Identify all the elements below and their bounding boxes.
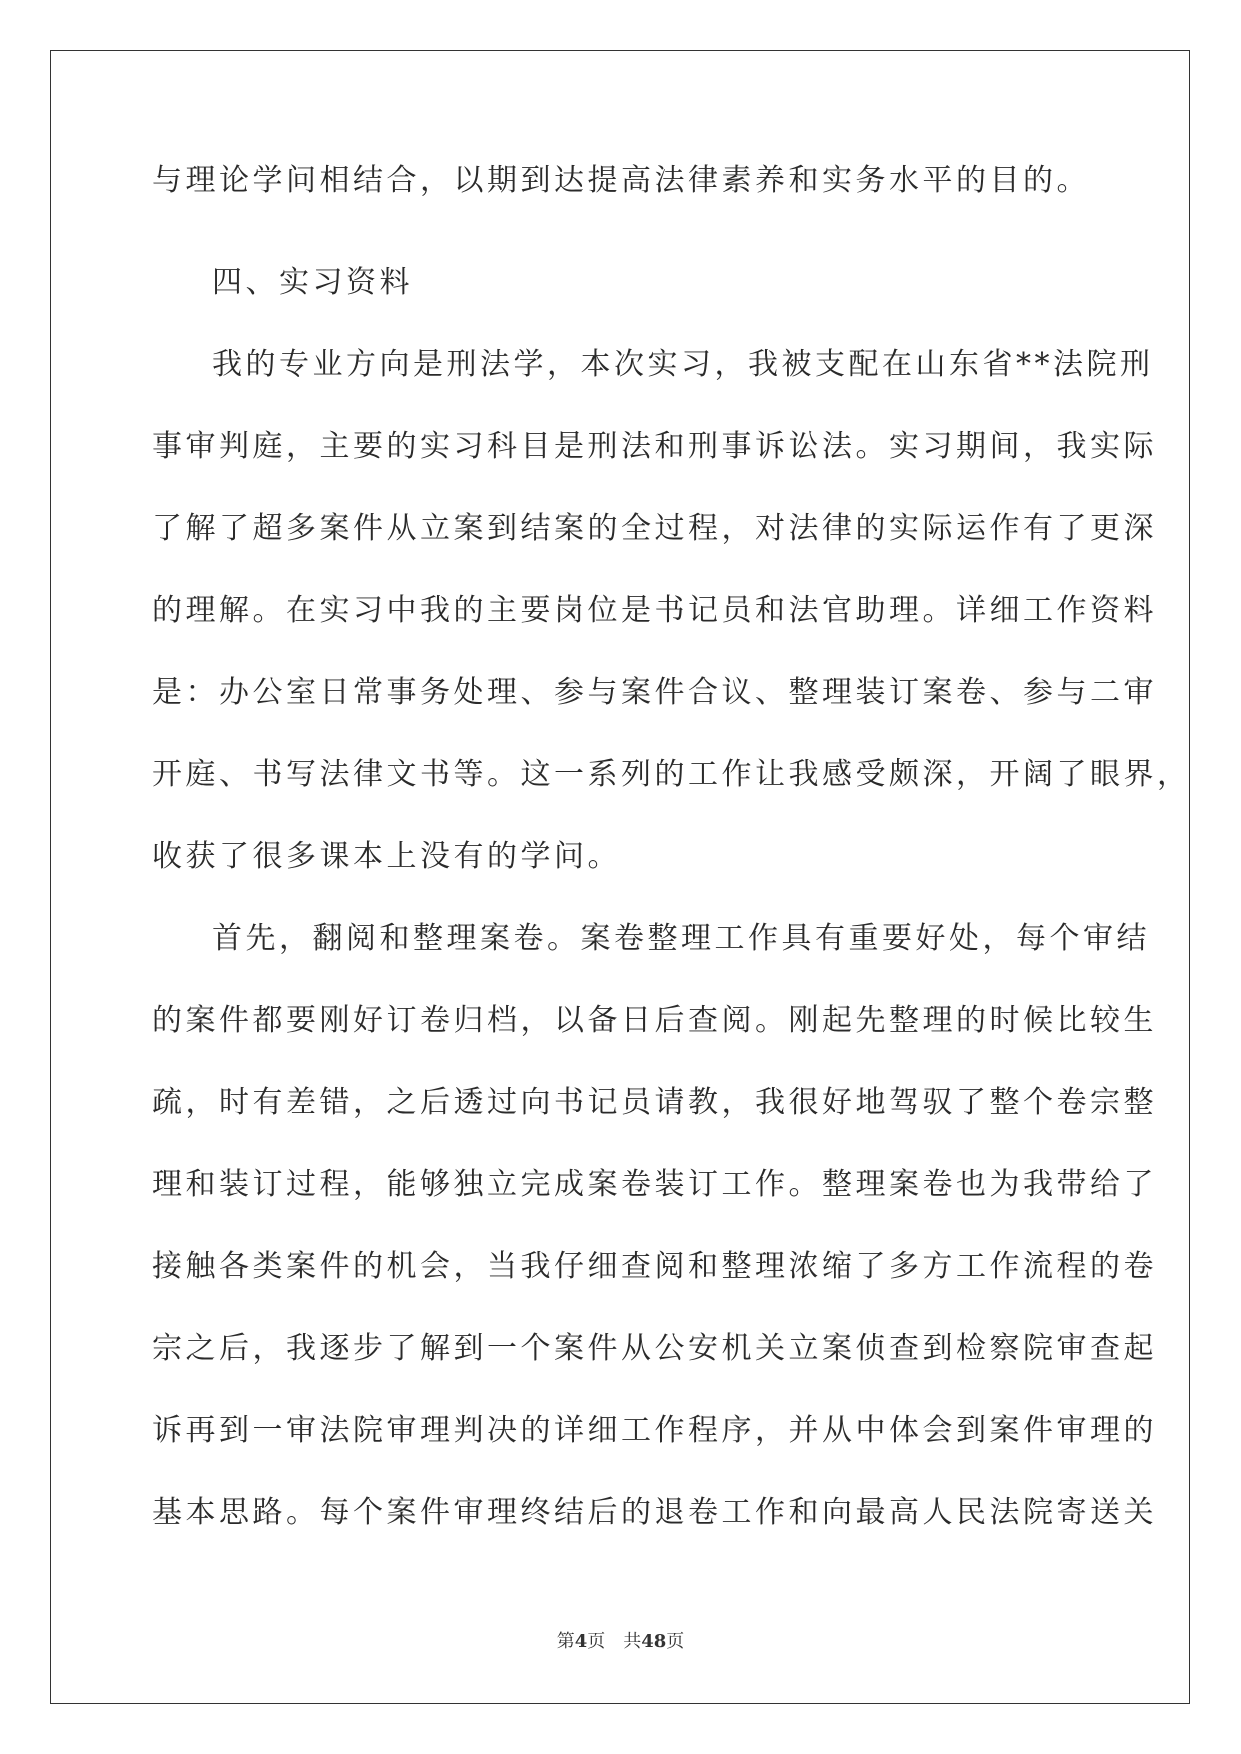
section-heading: 四、实习资料 <box>212 265 413 300</box>
text-line: 疏，时有差错，之后透过向书记员请教，我很好地驾驭了整个卷宗整 <box>152 1085 1157 1120</box>
text-line: 开庭、书写法律文书等。这一系列的工作让我感受颇深，开阔了眼界， <box>152 757 1191 792</box>
text-line: 收获了很多课本上没有的学问。 <box>152 839 621 874</box>
text-line: 与理论学问相结合，以期到达提高法律素养和实务水平的目的。 <box>152 163 1090 198</box>
footer-total-prefix: 共 <box>623 1631 642 1652</box>
footer-page-suffix: 页 <box>587 1631 606 1652</box>
text-line: 我的专业方向是刑法学，本次实习，我被支配在山东省**法院刑 <box>212 347 1154 382</box>
page-footer <box>0 1627 1241 1653</box>
text-line: 接触各类案件的机会，当我仔细查阅和整理浓缩了多方工作流程的卷 <box>152 1249 1157 1284</box>
text-line: 理和装订过程，能够独立完成案卷装订工作。整理案卷也为我带给了 <box>152 1167 1157 1202</box>
total-pages: 48 <box>641 1631 667 1652</box>
text-line: 了解了超多案件从立案到结案的全过程，对法律的实际运作有了更深 <box>152 511 1157 546</box>
text-line: 宗之后，我逐步了解到一个案件从公安机关立案侦查到检察院审查起 <box>152 1331 1157 1366</box>
text-line: 的理解。在实习中我的主要岗位是书记员和法官助理。详细工作资料 <box>152 593 1157 628</box>
text-line: 的案件都要刚好订卷归档，以备日后查阅。刚起先整理的时候比较生 <box>152 1003 1157 1038</box>
footer-total-suffix: 页 <box>666 1631 685 1652</box>
footer-prefix: 第 <box>556 1631 575 1652</box>
page-number: 4 <box>574 1631 588 1652</box>
text-line: 基本思路。每个案件审理终结后的退卷工作和向最高人民法院寄送关 <box>152 1495 1157 1530</box>
text-line: 是：办公室日常事务处理、参与案件合议、整理装订案卷、参与二审 <box>152 675 1157 710</box>
text-line: 事审判庭，主要的实习科目是刑法和刑事诉讼法。实习期间，我实际 <box>152 429 1157 464</box>
text-line: 诉再到一审法院审理判决的详细工作程序，并从中体会到案件审理的 <box>152 1413 1157 1448</box>
text-line: 首先，翻阅和整理案卷。案卷整理工作具有重要好处，每个审结 <box>212 921 1150 956</box>
document-body <box>152 158 1191 1554</box>
